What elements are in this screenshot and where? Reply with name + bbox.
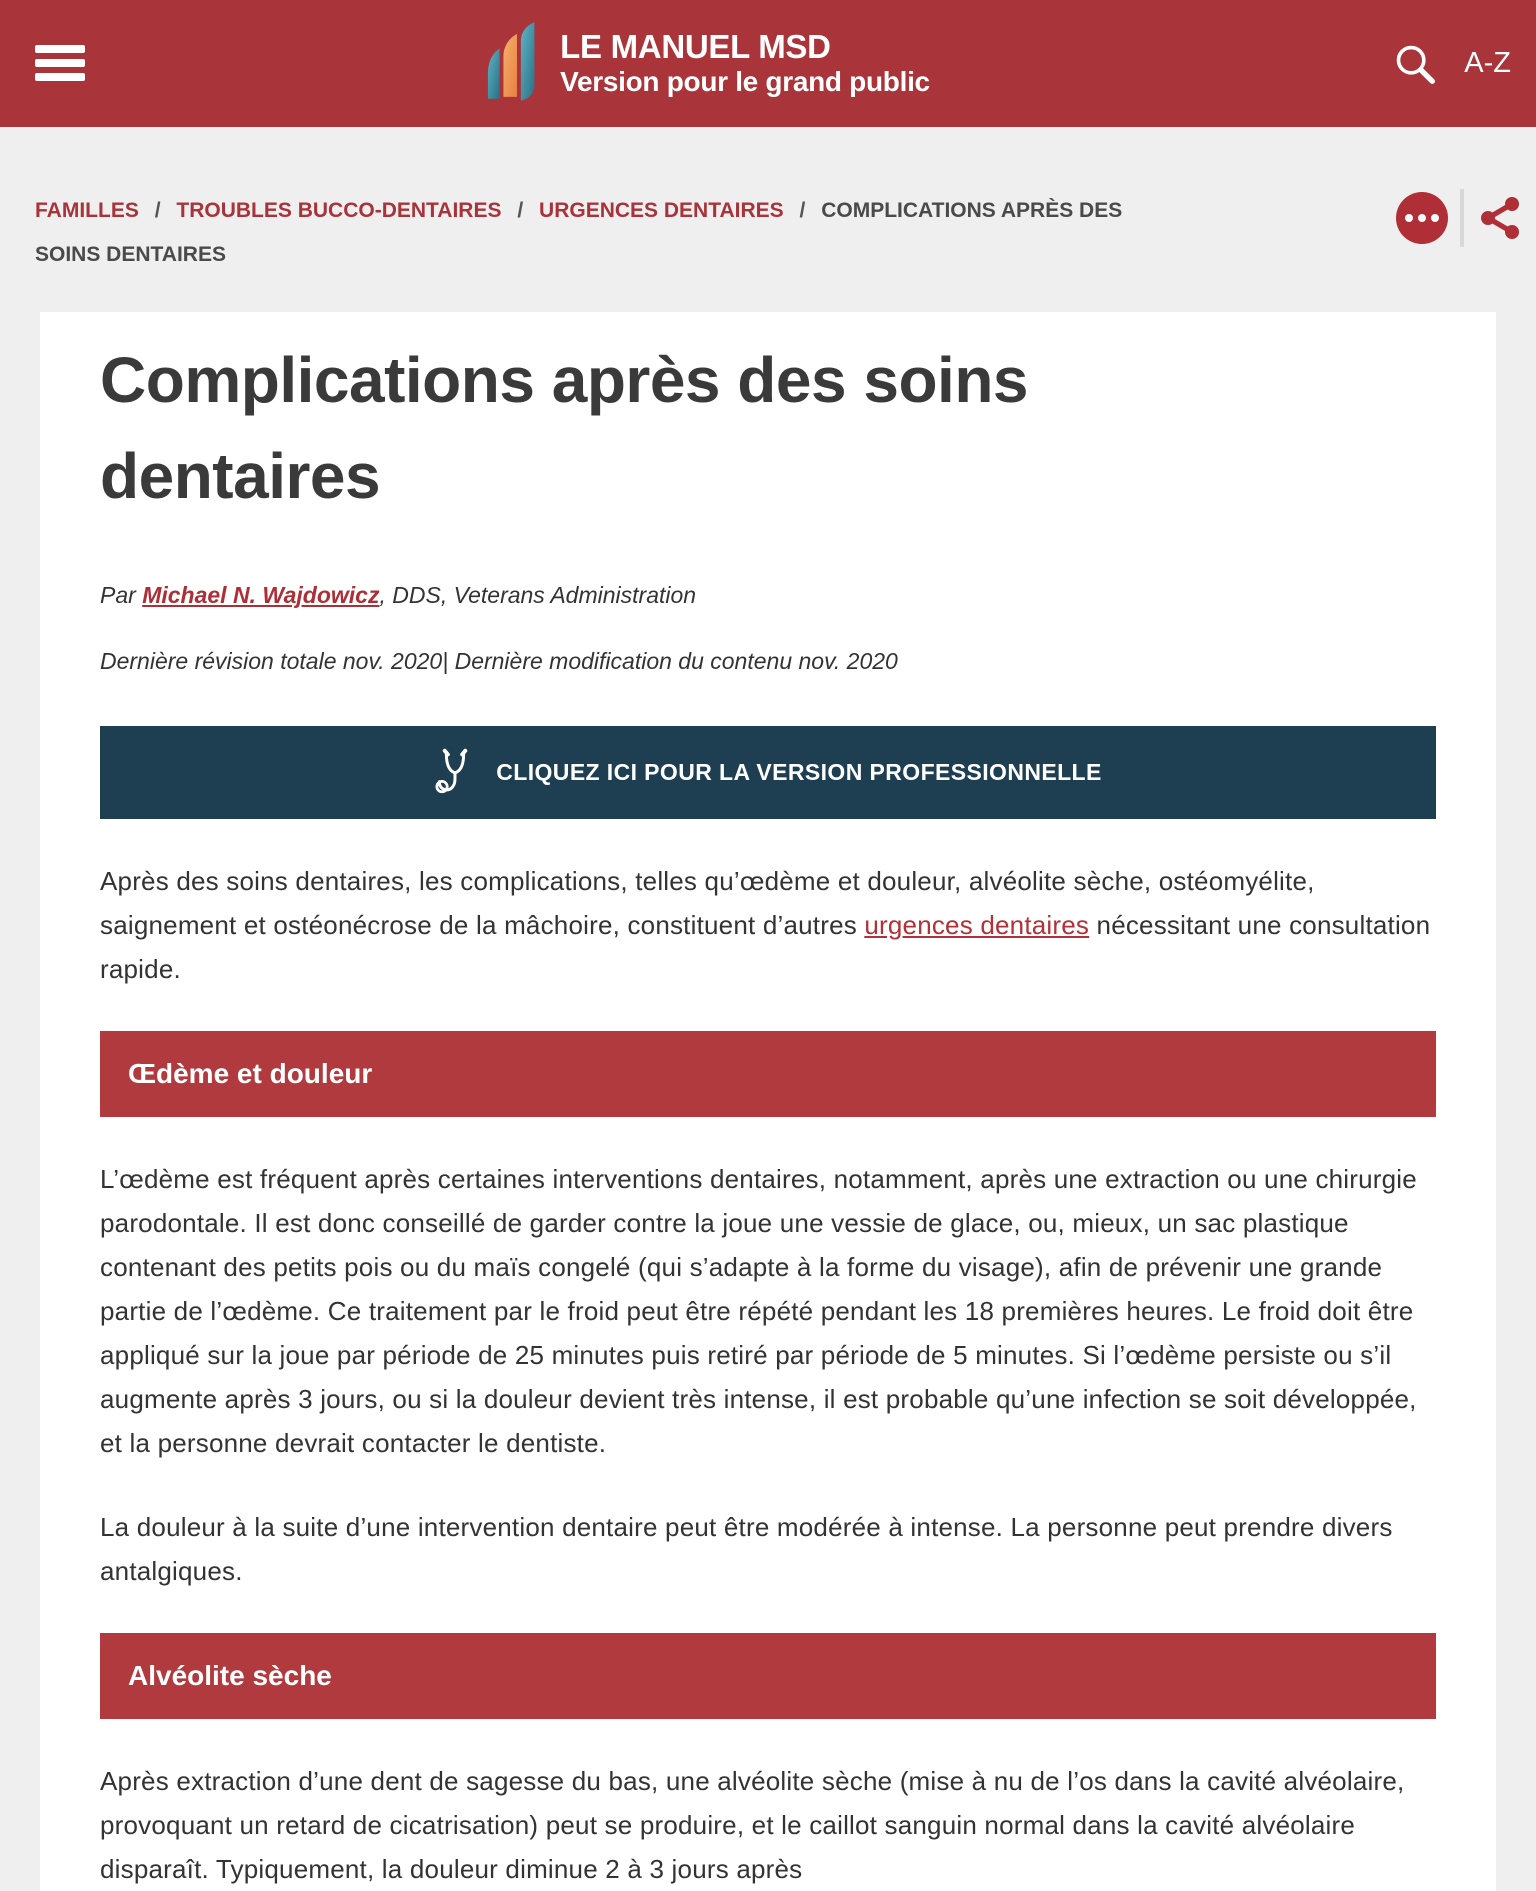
section-heading-alveolite: Alvéolite sèche [100, 1633, 1436, 1719]
breadcrumb-link-familles[interactable]: FAMILLES [35, 199, 139, 222]
menu-hamburger-icon[interactable] [35, 45, 85, 81]
section-paragraph: Après extraction d’une dent de sagesse du bas, une alvéolite sèche (mise à nu de l’os dans la cavité alvéolaire, provoquant un retard de cicatrisation) peut se produire, et le caillot sanguin normal dans la cavité alvéolaire disparaît. Typiquement, la douleur diminue 2 à 3 jours après [100, 1766, 1405, 1884]
breadcrumb [35, 189, 1135, 277]
revision-date-line: Dernière révision totale nov. 2020| Dernière modification du contenu nov. 2020 [100, 648, 898, 674]
professional-version-label: CLIQUEZ ICI POUR LA VERSION PROFESSIONNELLE [496, 759, 1102, 785]
intro-text-end: nécessitant une consultation rapide. [100, 910, 1431, 984]
section-paragraph: L’œdème est fréquent après certaines interventions dentaires, notamment, après une extraction ou une chirurgie parodontale. Il est donc conseillé de garder contre la joue une vessie de glace, ou, mieux, un sac plastique contenant des petits pois ou du maïs congelé (qui s’adapte à la forme du visage), afin de prévenir une grande partie de l’œdème. Ce traitement par le froid peut être répété pendant les 18 premières heures. Le froid doit être appliqué sur la joue par période de 25 minutes puis retiré par période de 5 minutes. Si l’œdème persiste ou s’il augmente après 3 jours, ou si la douleur devient très intense, il est probable qu’une infection se soit développée, et la personne devrait contacter le dentiste. [100, 1164, 1417, 1458]
stethoscope-icon [434, 748, 476, 798]
breadcrumb-separator: / [154, 199, 161, 222]
breadcrumb-separator: / [799, 199, 806, 222]
breadcrumb-current-page: COMPLICATIONS APRÈS DES SOINS DENTAIRES [35, 199, 1123, 266]
byline-credentials: , DDS, Veterans Administration [379, 582, 697, 608]
author-link[interactable]: Michael N. Wajdowicz [142, 582, 380, 608]
urgences-dentaires-link[interactable]: urgences dentaires [864, 910, 1090, 940]
az-index-link[interactable]: A-Z [1464, 47, 1511, 79]
share-icon [1476, 194, 1524, 242]
section-paragraph: La douleur à la suite d’une intervention dentaire peut être modérée à intense. La personne peut prendre divers antalgiques. [100, 1512, 1393, 1586]
divider [1460, 189, 1464, 247]
share-button[interactable] [1476, 194, 1524, 242]
site-header [0, 0, 1536, 127]
site-logo[interactable] [486, 21, 930, 106]
breadcrumb-section [0, 127, 1536, 312]
search-icon[interactable] [1392, 41, 1438, 87]
intro-paragraph [100, 859, 1436, 991]
more-options-button[interactable] [1396, 192, 1448, 244]
section-heading-oedeme: Œdème et douleur [100, 1031, 1436, 1117]
byline-prefix: Par [100, 582, 143, 608]
byline [100, 580, 1436, 610]
ellipsis-icon [1405, 214, 1413, 222]
site-title: LE MANUEL MSD [560, 28, 831, 66]
breadcrumb-link-troubles[interactable]: TROUBLES BUCCO-DENTAIRES [176, 199, 502, 222]
msd-logo-icon [486, 21, 548, 106]
article-card [40, 312, 1496, 1891]
professional-version-banner[interactable] [100, 726, 1436, 819]
breadcrumb-separator: / [517, 199, 524, 222]
page-title: Complications après des soins dentaires [100, 344, 1028, 512]
breadcrumb-link-urgences[interactable]: URGENCES DENTAIRES [539, 199, 784, 222]
intro-text: Après des soins dentaires, les complications, telles qu’œdème et douleur, alvéolite sèche, ostéomyélite, saignement et ostéonécrose de la mâchoire, constituent d’autres [100, 866, 1315, 940]
site-subtitle: Version pour le grand public [560, 65, 930, 97]
